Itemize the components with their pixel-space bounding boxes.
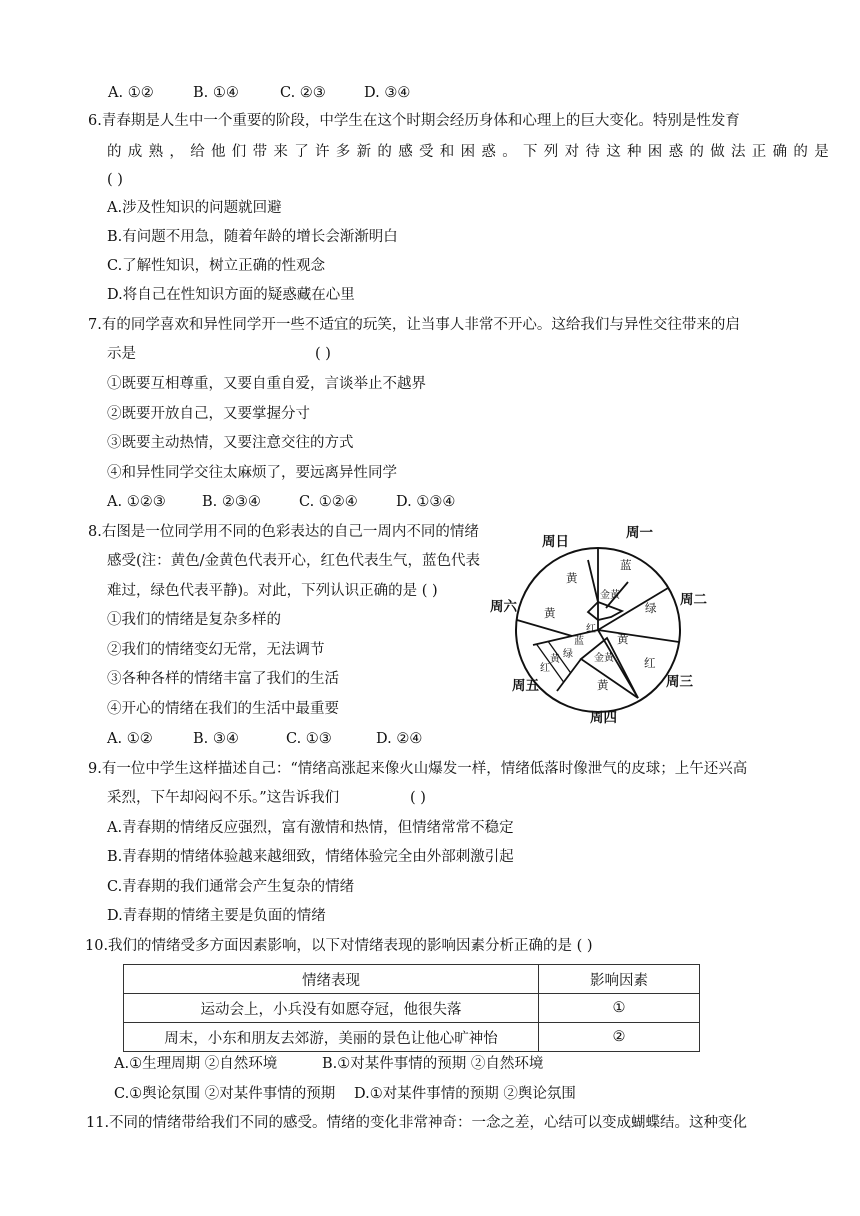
- q10-table: [123, 964, 700, 1052]
- q6-answer-paren: ( ): [107, 172, 123, 188]
- day-thu: 周四: [590, 710, 617, 726]
- q7-item-1: ①既要互相尊重，又要自重自爱，言谈举止不越界: [107, 376, 426, 392]
- mon-inner-color-label: 金黄: [600, 590, 620, 601]
- sat-blue-label: 蓝: [574, 636, 584, 647]
- sat-color-label: 黄: [544, 606, 556, 620]
- q10-option-c: C.①舆论氛围 ②对某件事情的预期: [114, 1086, 336, 1102]
- q9-stem-line-2: 采烈，下午却闷闷不乐。”这告诉我们: [107, 790, 340, 806]
- table-header-row: [124, 965, 700, 994]
- q5-option-b: B. ①④: [193, 85, 239, 101]
- q8-option-a: A. ①②: [107, 731, 153, 747]
- q11-stem-line-1: 11.不同的情绪带给我们不同的感受。情绪的变化非常神奇：一念之差，心结可以变成蝴蝶结。这种变化: [86, 1115, 748, 1131]
- q7-option-c: C. ①②④: [299, 494, 358, 510]
- q6-option-b: B.有问题不用急，随着年龄的增长会渐渐明白: [107, 229, 398, 245]
- day-mon: 周一: [626, 525, 653, 541]
- q10-stem: 10.我们的情绪受多方面因素影响，以下对情绪表现的影响因素分析正确的是 ( ): [85, 938, 593, 954]
- q5-option-d: D. ③④: [364, 85, 411, 101]
- q6-option-a: A.涉及性知识的问题就回避: [107, 200, 282, 216]
- q8-option-c: C. ①③: [286, 731, 332, 747]
- q8-item-4: ④开心的情绪在我们的生活中最重要: [107, 701, 339, 717]
- sun-color-label: 黄: [566, 571, 578, 585]
- day-sat: 周六: [490, 599, 517, 615]
- day-sun: 周日: [542, 534, 569, 550]
- table-cell-emotion: 周末，小东和朋友去郊游，美丽的景色让他心旷神怡: [124, 1023, 539, 1052]
- table-header-factor: 影响因素: [539, 965, 700, 994]
- table-row: [124, 1023, 700, 1052]
- q7-options: [107, 492, 455, 512]
- day-fri: 周五: [512, 678, 539, 694]
- q7-stem-line-1: 7.有的同学喜欢和异性同学开一些不适宜的玩笑，让当事人非常不开心。这给我们与异性交往带来的启: [88, 317, 740, 333]
- fri-green-label: 绿: [563, 649, 573, 660]
- day-wed: 周三: [666, 674, 693, 690]
- fri-yellow-label: 黄: [550, 654, 560, 665]
- q10-options-row-1: [114, 1054, 543, 1074]
- center-color-label: 金黄: [594, 653, 614, 664]
- q8-stem-line-3: 难过，绿色代表平静)。对此，下列认识正确的是 ( ): [107, 583, 438, 599]
- q5-option-c: C. ②③: [280, 85, 326, 101]
- q9-option-b: B.青春期的情绪体验越来越细致，情绪体验完全由外部刺激引起: [107, 849, 514, 865]
- thu-color-label: 黄: [597, 678, 609, 692]
- q8-item-2: ②我们的情绪变幻无常，无法调节: [107, 642, 325, 658]
- q8-stem-line-1: 8.右图是一位同学用不同的色彩表达的自己一周内不同的情绪: [88, 524, 479, 540]
- weekly-mood-pie-figure: [480, 520, 720, 730]
- q5-options: [108, 83, 410, 103]
- table-header-emotion: 情绪表现: [124, 965, 539, 994]
- q6-option-d: D.将自己在性知识方面的疑惑藏在心里: [107, 287, 355, 303]
- q6-stem-line-2: 的成熟，给他们带来了许多新的感受和困惑。下列对待这种困惑的做法正确的是: [107, 144, 835, 160]
- q8-item-1: ①我们的情绪是复杂多样的: [107, 612, 281, 628]
- tue-color-label: 绿: [645, 601, 657, 615]
- q9-stem-line-1: 9.有一位中学生这样描述自己：“情绪高涨起来像火山爆发一样，情绪低落时像泄气的皮球；上午还兴高: [88, 761, 748, 777]
- table-row: [124, 994, 700, 1023]
- q10-option-d: D.①对某件事情的预期 ②舆论氛围: [354, 1086, 576, 1102]
- mon-color-label: 蓝: [620, 558, 632, 572]
- q9-option-a: A.青春期的情绪反应强烈，富有激情和热情，但情绪常常不稳定: [107, 820, 514, 836]
- q8-stem-line-2: 感受(注：黄色/金黄色代表开心，红色代表生气，蓝色代表: [107, 553, 481, 569]
- wed-color-label: 红: [644, 656, 656, 670]
- q5-option-a: A. ①②: [108, 85, 154, 101]
- table-cell-factor: ①: [539, 994, 700, 1023]
- fri-red-label: 红: [540, 663, 550, 674]
- q7-answer-paren: ( ): [315, 346, 331, 362]
- wed-inner-color-label: 黄: [617, 632, 629, 646]
- q7-stem-line-2: 示是: [107, 346, 136, 362]
- day-tue: 周二: [680, 592, 707, 608]
- sat-red-label: 红: [586, 624, 596, 635]
- q9-option-d: D.青春期的情绪主要是负面的情绪: [107, 908, 326, 924]
- q8-option-b: B. ③④: [193, 731, 239, 747]
- q10-options-row-2: [114, 1084, 576, 1104]
- q9-option-c: C.青春期的我们通常会产生复杂的情绪: [107, 879, 355, 895]
- table-cell-factor: ②: [539, 1023, 700, 1052]
- q6-option-c: C.了解性知识，树立正确的性观念: [107, 258, 326, 274]
- q9-answer-paren: ( ): [410, 790, 426, 806]
- table-cell-emotion: 运动会上，小兵没有如愿夺冠，他很失落: [124, 994, 539, 1023]
- q7-option-d: D. ①③④: [396, 494, 456, 510]
- q7-item-3: ③既要主动热情，又要注意交往的方式: [107, 435, 354, 451]
- q10-option-a: A.①生理周期 ②自然环境: [114, 1056, 278, 1072]
- q10-option-b: B.①对某件事情的预期 ②自然环境: [322, 1056, 544, 1072]
- q8-item-3: ③各种各样的情绪丰富了我们的生活: [107, 671, 339, 687]
- q7-option-b: B. ②③④: [202, 494, 261, 510]
- q6-stem-line-1: 6.青春期是人生中一个重要的阶段，中学生在这个时期会经历身体和心理上的巨大变化。特别是性发育: [88, 113, 740, 129]
- q7-option-a: A. ①②③: [107, 494, 166, 510]
- q7-item-4: ④和异性同学交往太麻烦了，要远离异性同学: [107, 465, 397, 481]
- q8-option-d: D. ②④: [376, 731, 423, 747]
- q7-item-2: ②既要开放自己，又要掌握分寸: [107, 406, 310, 422]
- q8-options: [107, 729, 422, 749]
